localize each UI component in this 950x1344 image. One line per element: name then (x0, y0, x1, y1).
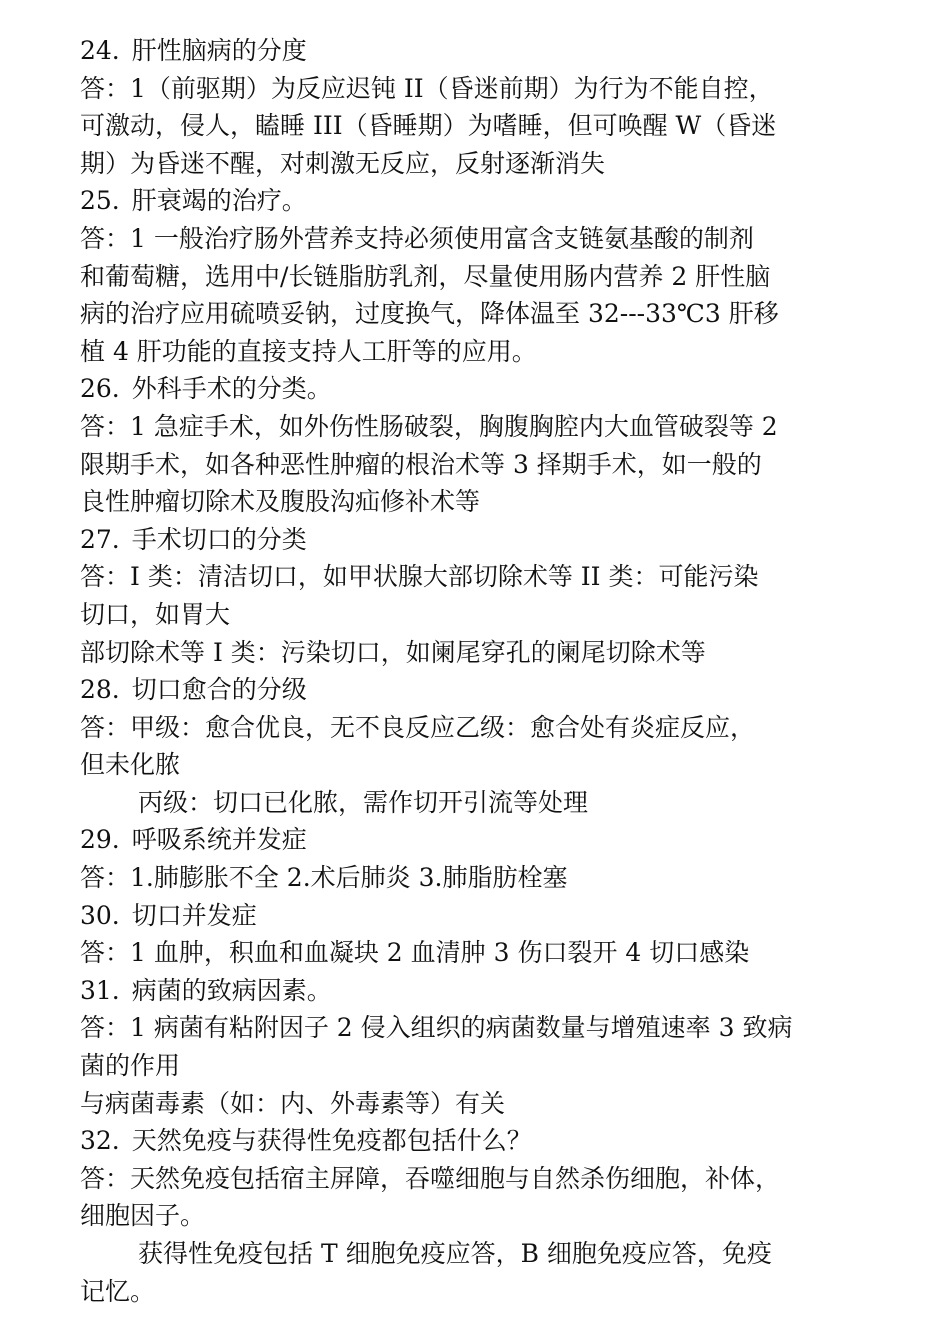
answer-text-line: 植 4 肝功能的直接支持人工肝等的应用。 (80, 336, 537, 366)
question-title: 病菌的致病因素。 (131, 975, 332, 1005)
answer-text-line: 记忆。 (80, 1276, 156, 1306)
answer-text-line: 答：1.肺膨胀不全 2.术后肺炎 3.肺脂肪栓塞 (80, 863, 568, 893)
indented-paragraph-line: 获得性免疫包括 T 细胞免疫应答，B 细胞免疫应答，免疫 (138, 1239, 772, 1268)
question-title: 外科手术的分类。 (131, 374, 332, 404)
question-title: 肝衰竭的治疗。 (131, 186, 307, 216)
indented-paragraph-line: 丙级：切口已化脓，需作切开引流等处理 (138, 787, 589, 817)
question-title: 切口并发症 (131, 900, 257, 930)
question-heading (80, 521, 880, 559)
question-title: 呼吸系统并发症 (131, 825, 307, 855)
answer-text-line: 但未化脓 (80, 750, 181, 780)
question-number: 24. (80, 36, 120, 65)
answer-text-line: 限期手术，如各种恶性肿瘤的根治术等 3 择期手术，如一般的 (80, 449, 762, 479)
answer-text-line: 答：甲级：愈合优良，无不良反应乙级：愈合处有炎症反应， (80, 712, 756, 742)
question-number: 29. (80, 825, 120, 855)
question-title: 肝性脑病的分度 (131, 36, 307, 65)
answer-text-line: 部切除术等 I 类：污染切口，如阑尾穿孔的阑尾切除术等 (80, 637, 706, 667)
question-heading (80, 897, 880, 935)
answer-text-line: 和葡萄糖，选用中/长链脂肪乳剂，尽量使用肠内营养 2 肝性脑 (80, 261, 771, 291)
question-number: 31. (80, 975, 120, 1005)
question-number: 25. (80, 186, 120, 216)
answer-text-line: 可激动，侵人，瞌睡 III（昏睡期）为嗜睡，但可唤醒 W（昏迷 (80, 111, 777, 141)
question-heading (80, 32, 880, 70)
question-number: 32. (80, 1126, 120, 1156)
question-heading (80, 182, 880, 220)
question-heading (80, 671, 880, 709)
question-heading (80, 370, 880, 408)
answer-text-line: 答：1（前驱期）为反应迟钝 II（昏迷前期）为行为不能自控， (80, 73, 774, 103)
answer-text-line: 答：1 一般治疗肠外营养支持必须使用富含支链氨基酸的制剂 (80, 223, 754, 253)
answer-text-line: 细胞因子。 (80, 1201, 206, 1231)
answer-text-line: 切口，如胃大 (80, 599, 231, 629)
document-page (80, 32, 880, 1310)
answer-text-line: 病的治疗应用硫喷妥钠，过度换气，降体温至 32---33℃3 肝移 (80, 299, 779, 329)
question-number: 30. (80, 900, 120, 930)
question-heading (80, 972, 880, 1010)
question-title: 天然免疫与获得性免疫都包括什么？ (131, 1126, 532, 1156)
answer-text-line: 答：1 血肿，积血和血凝块 2 血清肿 3 伤口裂开 4 切口感染 (80, 938, 750, 968)
answer-text-line: 答：1 病菌有粘附因子 2 侵入组织的病菌数量与增殖速率 3 致病 (80, 1013, 793, 1043)
question-number: 28. (80, 675, 120, 705)
answer-text-line: 答：天然免疫包括宿主屏障，吞噬细胞与自然杀伤细胞，补体， (80, 1163, 781, 1193)
answer-text-line: 答：I 类：清洁切口，如甲状腺大部切除术等 II 类：可能污染 (80, 562, 759, 592)
question-heading (80, 1122, 880, 1160)
answer-text-line: 期）为昏迷不醒，对刺激无反应，反射逐渐消失 (80, 148, 606, 178)
question-number: 26. (80, 374, 120, 404)
answer-text-line: 与病菌毒素（如：内、外毒素等）有关 (80, 1088, 506, 1118)
answer-text-line: 答：1 急症手术，如外伤性肠破裂，胸腹胸腔内大血管破裂等 2 (80, 411, 778, 441)
answer-text-line: 良性肿瘤切除术及腹股沟疝修补术等 (80, 487, 481, 517)
question-number: 27. (80, 524, 120, 554)
question-heading (80, 821, 880, 859)
answer-text-line: 菌的作用 (80, 1051, 181, 1081)
question-title: 手术切口的分类 (131, 524, 307, 554)
question-title: 切口愈合的分级 (131, 675, 307, 705)
